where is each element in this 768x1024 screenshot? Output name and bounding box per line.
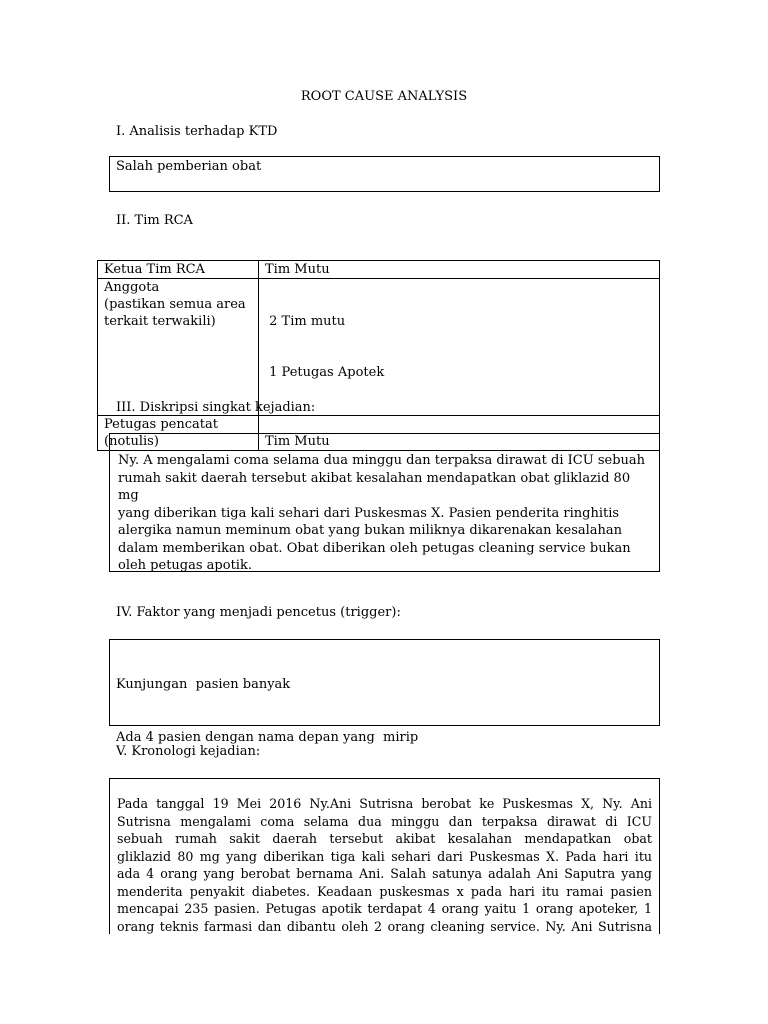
section-1-content: Salah pemberian obat	[116, 159, 262, 174]
section-4-heading: IV. Faktor yang menjadi pencetus (trigger):	[116, 605, 401, 620]
section-1-box	[109, 156, 660, 192]
table-cell-value	[259, 261, 660, 279]
text-line: Pada tanggal 19 Mei 2016 Ny.Ani Sutrisna berobat ke Puskesmas X, Ny. Ani	[117, 796, 652, 811]
cell-line: terkait terwakili)	[104, 314, 216, 329]
rca-team-table	[97, 260, 660, 451]
text-line: Ny. A mengalami coma selama dua minggu dan terpaksa dirawat di ICU sebuah	[118, 453, 646, 468]
section-3-content	[110, 434, 659, 575]
section-4-content	[110, 640, 659, 782]
text-line: alergika namun meminum obat yang bukan miliknya dikarenakan kesalahan	[118, 523, 623, 538]
text-line: menderita penyakit diabetes. Keadaan puskesmas x pada hari itu ramai pasien	[117, 883, 652, 899]
section-2-heading: II. Tim RCA	[116, 213, 193, 228]
text-line: sebuah rumah sakit daerah tersebut akibat kesalahan mendapatkan obat	[117, 831, 652, 846]
text-line: rumah sakit daerah tersebut akibat kesalahan mendapatkan obat gliklazid 80 mg	[118, 470, 631, 503]
cell-line: 2 Tim mutu	[265, 314, 346, 329]
text-line: orang teknis farmasi dan dibantu oleh 2 orang cleaning service. Ny. Ani Sutrisna	[117, 918, 652, 934]
cell-line: (notulis)	[104, 434, 159, 449]
section-4-box	[109, 639, 660, 745]
cell-line: Tim Mutu	[265, 262, 330, 277]
text-line: mencapai 235 pasien. Petugas apotik terdapat 4 orang yaitu 1 orang apoteker, 1	[117, 901, 652, 916]
text-line: Sutrisna mengalami coma selama dua minggu dan terpaksa dirawat di ICU	[117, 813, 652, 829]
cell-line: Tim Mutu	[265, 434, 330, 449]
text-line: yang diberikan tiga kali sehari dari Puskesmas X. Pasien penderita ringhitis	[118, 505, 620, 521]
text-line: ada 4 orang yang berobat bernama Ani. Salah satunya adalah Ani Saputra yang	[117, 866, 652, 881]
cell-line: Anggota	[104, 280, 160, 295]
section-3-box	[109, 433, 660, 572]
table-cell-value	[259, 279, 660, 416]
table-row	[98, 261, 660, 279]
section-5-heading: V. Kronologi kejadian:	[116, 744, 261, 759]
text-line: Kunjungan pasien banyak	[116, 677, 291, 692]
cell-line: 1 Petugas Apotek	[265, 365, 385, 380]
section-5-content	[110, 779, 659, 935]
section-3-heading: III. Diskripsi singkat kejadian:	[116, 400, 316, 415]
page-title: ROOT CAUSE ANALYSIS	[300, 89, 468, 104]
text-line: dalam memberikan obat. Obat diberikan oleh petugas cleaning service bukan	[118, 540, 631, 556]
table-cell-label	[98, 279, 259, 416]
table-row	[98, 279, 660, 416]
text-line: gliklazid 80 mg yang diberikan tiga kali sehari dari Puskesmas X. Pada hari itu	[117, 848, 652, 864]
section-5-box	[109, 778, 660, 934]
cell-line: Petugas pencatat	[104, 417, 218, 432]
section-1-heading: I. Analisis terhadap KTD	[116, 124, 278, 139]
cell-line: (pastikan semua area	[104, 297, 246, 312]
text-line: oleh petugas apotik.	[118, 558, 252, 573]
text-line: Ada 4 pasien dengan nama depan yang mirip	[116, 729, 419, 745]
cell-line	[265, 416, 653, 433]
table-cell-label: Ketua Tim RCA	[98, 261, 259, 279]
